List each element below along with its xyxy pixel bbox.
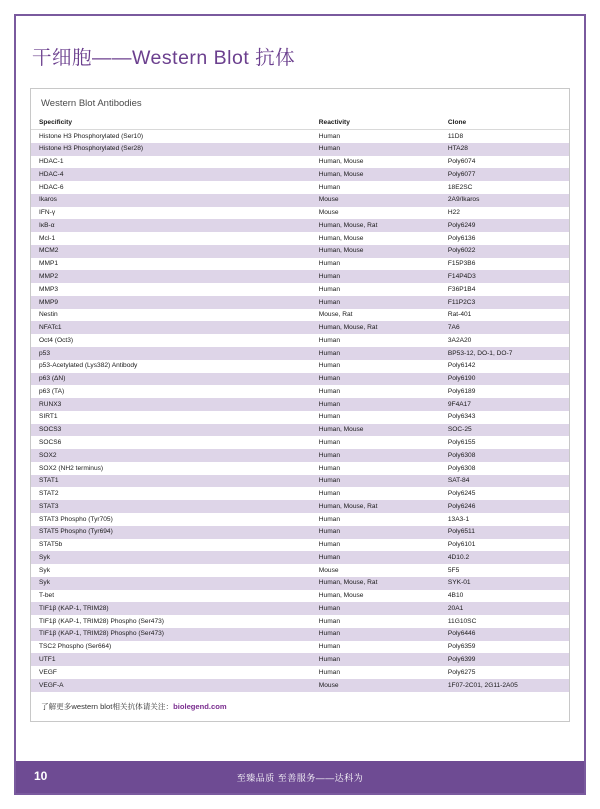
table-cell: Poly6245 bbox=[440, 487, 569, 500]
table-cell: Poly6343 bbox=[440, 411, 569, 424]
table-cell: F36P1B4 bbox=[440, 283, 569, 296]
table-cell: Human bbox=[311, 666, 440, 679]
table-cell: STAT3 Phospho (Tyr705) bbox=[31, 513, 311, 526]
table-cell: SAT-84 bbox=[440, 475, 569, 488]
table-caption: Western Blot Antibodies bbox=[31, 89, 569, 116]
table-cell: Human, Mouse bbox=[311, 156, 440, 169]
table-cell: Poly6101 bbox=[440, 539, 569, 552]
table-row bbox=[31, 130, 569, 143]
table-cell: TIF1β (KAP-1, TRIM28) Phospho (Ser473) bbox=[31, 615, 311, 628]
table-cell: F11P2C3 bbox=[440, 296, 569, 309]
table-row bbox=[31, 551, 569, 564]
table-cell: Poly6189 bbox=[440, 385, 569, 398]
table-cell: p63 (ΔN) bbox=[31, 373, 311, 386]
table-cell: Poly6246 bbox=[440, 500, 569, 513]
table-cell: 11D8 bbox=[440, 130, 569, 143]
table-cell: Human bbox=[311, 373, 440, 386]
table-cell: SYK-01 bbox=[440, 577, 569, 590]
table-cell: MMP1 bbox=[31, 258, 311, 271]
table-cell: Human bbox=[311, 411, 440, 424]
table-cell: 1F07-2C01, 2G11-2A05 bbox=[440, 679, 569, 692]
table-cell: Human bbox=[311, 449, 440, 462]
table-cell: Human bbox=[311, 513, 440, 526]
table-row bbox=[31, 181, 569, 194]
table-cell: Oct4 (Oct3) bbox=[31, 334, 311, 347]
table-cell: Human bbox=[311, 539, 440, 552]
table-row bbox=[31, 398, 569, 411]
table-cell: p53 bbox=[31, 347, 311, 360]
table-cell: Human bbox=[311, 398, 440, 411]
table-row bbox=[31, 666, 569, 679]
table-cell: Human, Mouse, Rat bbox=[311, 321, 440, 334]
column-header-reactivity: Reactivity bbox=[311, 116, 440, 130]
table-cell: UTF1 bbox=[31, 653, 311, 666]
table-row bbox=[31, 500, 569, 513]
table-cell: 4B10 bbox=[440, 590, 569, 603]
table-body bbox=[31, 130, 569, 692]
table-cell: STAT3 bbox=[31, 500, 311, 513]
table-cell: 7A6 bbox=[440, 321, 569, 334]
table-cell: TIF1β (KAP-1, TRIM28) Phospho (Ser473) bbox=[31, 628, 311, 641]
table-row bbox=[31, 385, 569, 398]
table-cell: Poly6308 bbox=[440, 449, 569, 462]
table-row bbox=[31, 513, 569, 526]
table-cell: RUNX3 bbox=[31, 398, 311, 411]
table-cell: Human, Mouse bbox=[311, 424, 440, 437]
table-cell: Human bbox=[311, 436, 440, 449]
table-cell: Poly6077 bbox=[440, 168, 569, 181]
table-cell: STAT5b bbox=[31, 539, 311, 552]
table-cell: 11G10SC bbox=[440, 615, 569, 628]
table-row bbox=[31, 207, 569, 220]
table-cell: Poly6249 bbox=[440, 219, 569, 232]
table-cell: T-bet bbox=[31, 590, 311, 603]
table-cell: Human bbox=[311, 628, 440, 641]
table-row bbox=[31, 168, 569, 181]
table-cell: Human, Mouse, Rat bbox=[311, 500, 440, 513]
table-cell: SIRT1 bbox=[31, 411, 311, 424]
table-cell: Poly6074 bbox=[440, 156, 569, 169]
table-cell: MMP2 bbox=[31, 270, 311, 283]
table-row bbox=[31, 360, 569, 373]
table-cell: Mouse bbox=[311, 194, 440, 207]
table-cell: MCM2 bbox=[31, 245, 311, 258]
table-cell: Syk bbox=[31, 564, 311, 577]
table-cell: SOX2 (NH2 terminus) bbox=[31, 462, 311, 475]
table-cell: SOC-25 bbox=[440, 424, 569, 437]
table-cell: Syk bbox=[31, 577, 311, 590]
table-footer-text: 了解更多western blot相关抗体请关注： bbox=[41, 701, 174, 711]
table-cell: Mouse bbox=[311, 564, 440, 577]
table-cell: Human, Mouse, Rat bbox=[311, 219, 440, 232]
table-cell: Human bbox=[311, 283, 440, 296]
table-cell: IFN-γ bbox=[31, 207, 311, 220]
table-cell: Human bbox=[311, 551, 440, 564]
table-cell: HDAC-1 bbox=[31, 156, 311, 169]
table-cell: Human bbox=[311, 602, 440, 615]
table-cell: Human bbox=[311, 615, 440, 628]
table-row bbox=[31, 270, 569, 283]
table-row bbox=[31, 373, 569, 386]
footer-bar bbox=[16, 761, 584, 793]
table-cell: TIF1β (KAP-1, TRIM28) bbox=[31, 602, 311, 615]
table-cell: Poly6190 bbox=[440, 373, 569, 386]
table-cell: MMP9 bbox=[31, 296, 311, 309]
table-cell: Human bbox=[311, 270, 440, 283]
table-cell: Human, Mouse bbox=[311, 168, 440, 181]
table-cell: p53-Acetylated (Lys382) Antibody bbox=[31, 360, 311, 373]
table-cell: Poly6511 bbox=[440, 526, 569, 539]
table-row bbox=[31, 577, 569, 590]
table-header bbox=[31, 116, 569, 130]
table-cell: 4D10.2 bbox=[440, 551, 569, 564]
table-cell: 20A1 bbox=[440, 602, 569, 615]
table-cell: SOCS3 bbox=[31, 424, 311, 437]
table-cell: Human bbox=[311, 258, 440, 271]
column-header-specificity: Specificity bbox=[31, 116, 311, 130]
table-row bbox=[31, 653, 569, 666]
table-cell: Human bbox=[311, 487, 440, 500]
table-cell: STAT1 bbox=[31, 475, 311, 488]
table-cell: Nestin bbox=[31, 309, 311, 322]
table-row bbox=[31, 539, 569, 552]
table-cell: Human bbox=[311, 130, 440, 143]
table-row bbox=[31, 526, 569, 539]
column-header-clone: Clone bbox=[440, 116, 569, 130]
table-cell: Mcl-1 bbox=[31, 232, 311, 245]
table-row bbox=[31, 641, 569, 654]
table-row bbox=[31, 283, 569, 296]
table-cell: Poly6142 bbox=[440, 360, 569, 373]
table-header-row bbox=[31, 116, 569, 130]
table-row bbox=[31, 334, 569, 347]
table-cell: HDAC-4 bbox=[31, 168, 311, 181]
table-cell: Human, Mouse, Rat bbox=[311, 577, 440, 590]
page-title: 干细胞——Western Blot 抗体 bbox=[32, 47, 296, 69]
table-cell: Histone H3 Phosphorylated (Ser28) bbox=[31, 143, 311, 156]
table-row bbox=[31, 258, 569, 271]
table-cell: Human bbox=[311, 360, 440, 373]
table-row bbox=[31, 309, 569, 322]
table-cell: BP53-12, DO-1, DO-7 bbox=[440, 347, 569, 360]
table-cell: Histone H3 Phosphorylated (Ser10) bbox=[31, 130, 311, 143]
table-cell: Human bbox=[311, 296, 440, 309]
table-cell: VEGF-A bbox=[31, 679, 311, 692]
table-row bbox=[31, 615, 569, 628]
table-cell: Poly6136 bbox=[440, 232, 569, 245]
table-cell: VEGF bbox=[31, 666, 311, 679]
table-cell: F14P4D3 bbox=[440, 270, 569, 283]
brand-link[interactable]: biolegend.com bbox=[173, 701, 227, 711]
table-cell: SOX2 bbox=[31, 449, 311, 462]
table-cell: Human bbox=[311, 181, 440, 194]
table-cell: Mouse bbox=[311, 207, 440, 220]
table-cell: Poly6308 bbox=[440, 462, 569, 475]
table-cell: Ikaros bbox=[31, 194, 311, 207]
table-cell: Rat-401 bbox=[440, 309, 569, 322]
table-row bbox=[31, 436, 569, 449]
table-cell: NFATc1 bbox=[31, 321, 311, 334]
table-row bbox=[31, 475, 569, 488]
table-cell: 18E2SC bbox=[440, 181, 569, 194]
table-cell: SOCS6 bbox=[31, 436, 311, 449]
table-cell: 2A9/Ikaros bbox=[440, 194, 569, 207]
antibody-table bbox=[31, 116, 569, 692]
table-row bbox=[31, 219, 569, 232]
table-cell: HDAC-6 bbox=[31, 181, 311, 194]
table-row bbox=[31, 194, 569, 207]
table-cell: F15P3B6 bbox=[440, 258, 569, 271]
table-cell: Human bbox=[311, 526, 440, 539]
table-cell: Human bbox=[311, 385, 440, 398]
table-cell: Mouse, Rat bbox=[311, 309, 440, 322]
table-cell: 5F5 bbox=[440, 564, 569, 577]
page-content bbox=[30, 34, 570, 722]
table-cell: STAT5 Phospho (Tyr694) bbox=[31, 526, 311, 539]
table-cell: 13A3-1 bbox=[440, 513, 569, 526]
table-row bbox=[31, 232, 569, 245]
table-cell: Human bbox=[311, 653, 440, 666]
table-cell: 3A2A20 bbox=[440, 334, 569, 347]
table-row bbox=[31, 424, 569, 437]
table-cell: Poly6446 bbox=[440, 628, 569, 641]
table-cell: H22 bbox=[440, 207, 569, 220]
table-footer bbox=[31, 692, 569, 721]
table-row bbox=[31, 411, 569, 424]
table-cell: IκB-α bbox=[31, 219, 311, 232]
table-cell: Human bbox=[311, 347, 440, 360]
table-cell: 9F4A17 bbox=[440, 398, 569, 411]
table-row bbox=[31, 487, 569, 500]
table-cell: Poly6399 bbox=[440, 653, 569, 666]
table-cell: Human, Mouse bbox=[311, 245, 440, 258]
table-cell: TSC2 Phospho (Ser664) bbox=[31, 641, 311, 654]
table-cell: STAT2 bbox=[31, 487, 311, 500]
table-row bbox=[31, 296, 569, 309]
table-cell: HTA28 bbox=[440, 143, 569, 156]
table-row bbox=[31, 156, 569, 169]
table-cell: Human, Mouse bbox=[311, 232, 440, 245]
antibody-table-container bbox=[30, 88, 570, 722]
table-cell: Mouse bbox=[311, 679, 440, 692]
table-cell: Human bbox=[311, 334, 440, 347]
page-number: 10 bbox=[34, 769, 48, 783]
table-row bbox=[31, 321, 569, 334]
table-cell: Human bbox=[311, 143, 440, 156]
table-cell: Human, Mouse bbox=[311, 590, 440, 603]
table-cell: Human bbox=[311, 462, 440, 475]
table-row bbox=[31, 628, 569, 641]
table-row bbox=[31, 347, 569, 360]
footer-slogan: 至臻品质 至善服务——达科为 bbox=[236, 773, 364, 783]
table-row bbox=[31, 679, 569, 692]
table-row bbox=[31, 462, 569, 475]
table-cell: MMP3 bbox=[31, 283, 311, 296]
table-row bbox=[31, 143, 569, 156]
table-cell: Poly6155 bbox=[440, 436, 569, 449]
table-cell: Human bbox=[311, 641, 440, 654]
table-row bbox=[31, 245, 569, 258]
table-row bbox=[31, 590, 569, 603]
table-row bbox=[31, 602, 569, 615]
table-cell: Human bbox=[311, 475, 440, 488]
table-cell: Poly6275 bbox=[440, 666, 569, 679]
table-cell: p63 (TA) bbox=[31, 385, 311, 398]
table-row bbox=[31, 564, 569, 577]
table-cell: Poly6359 bbox=[440, 641, 569, 654]
table-cell: Poly6022 bbox=[440, 245, 569, 258]
table-cell: Syk bbox=[31, 551, 311, 564]
table-row bbox=[31, 449, 569, 462]
